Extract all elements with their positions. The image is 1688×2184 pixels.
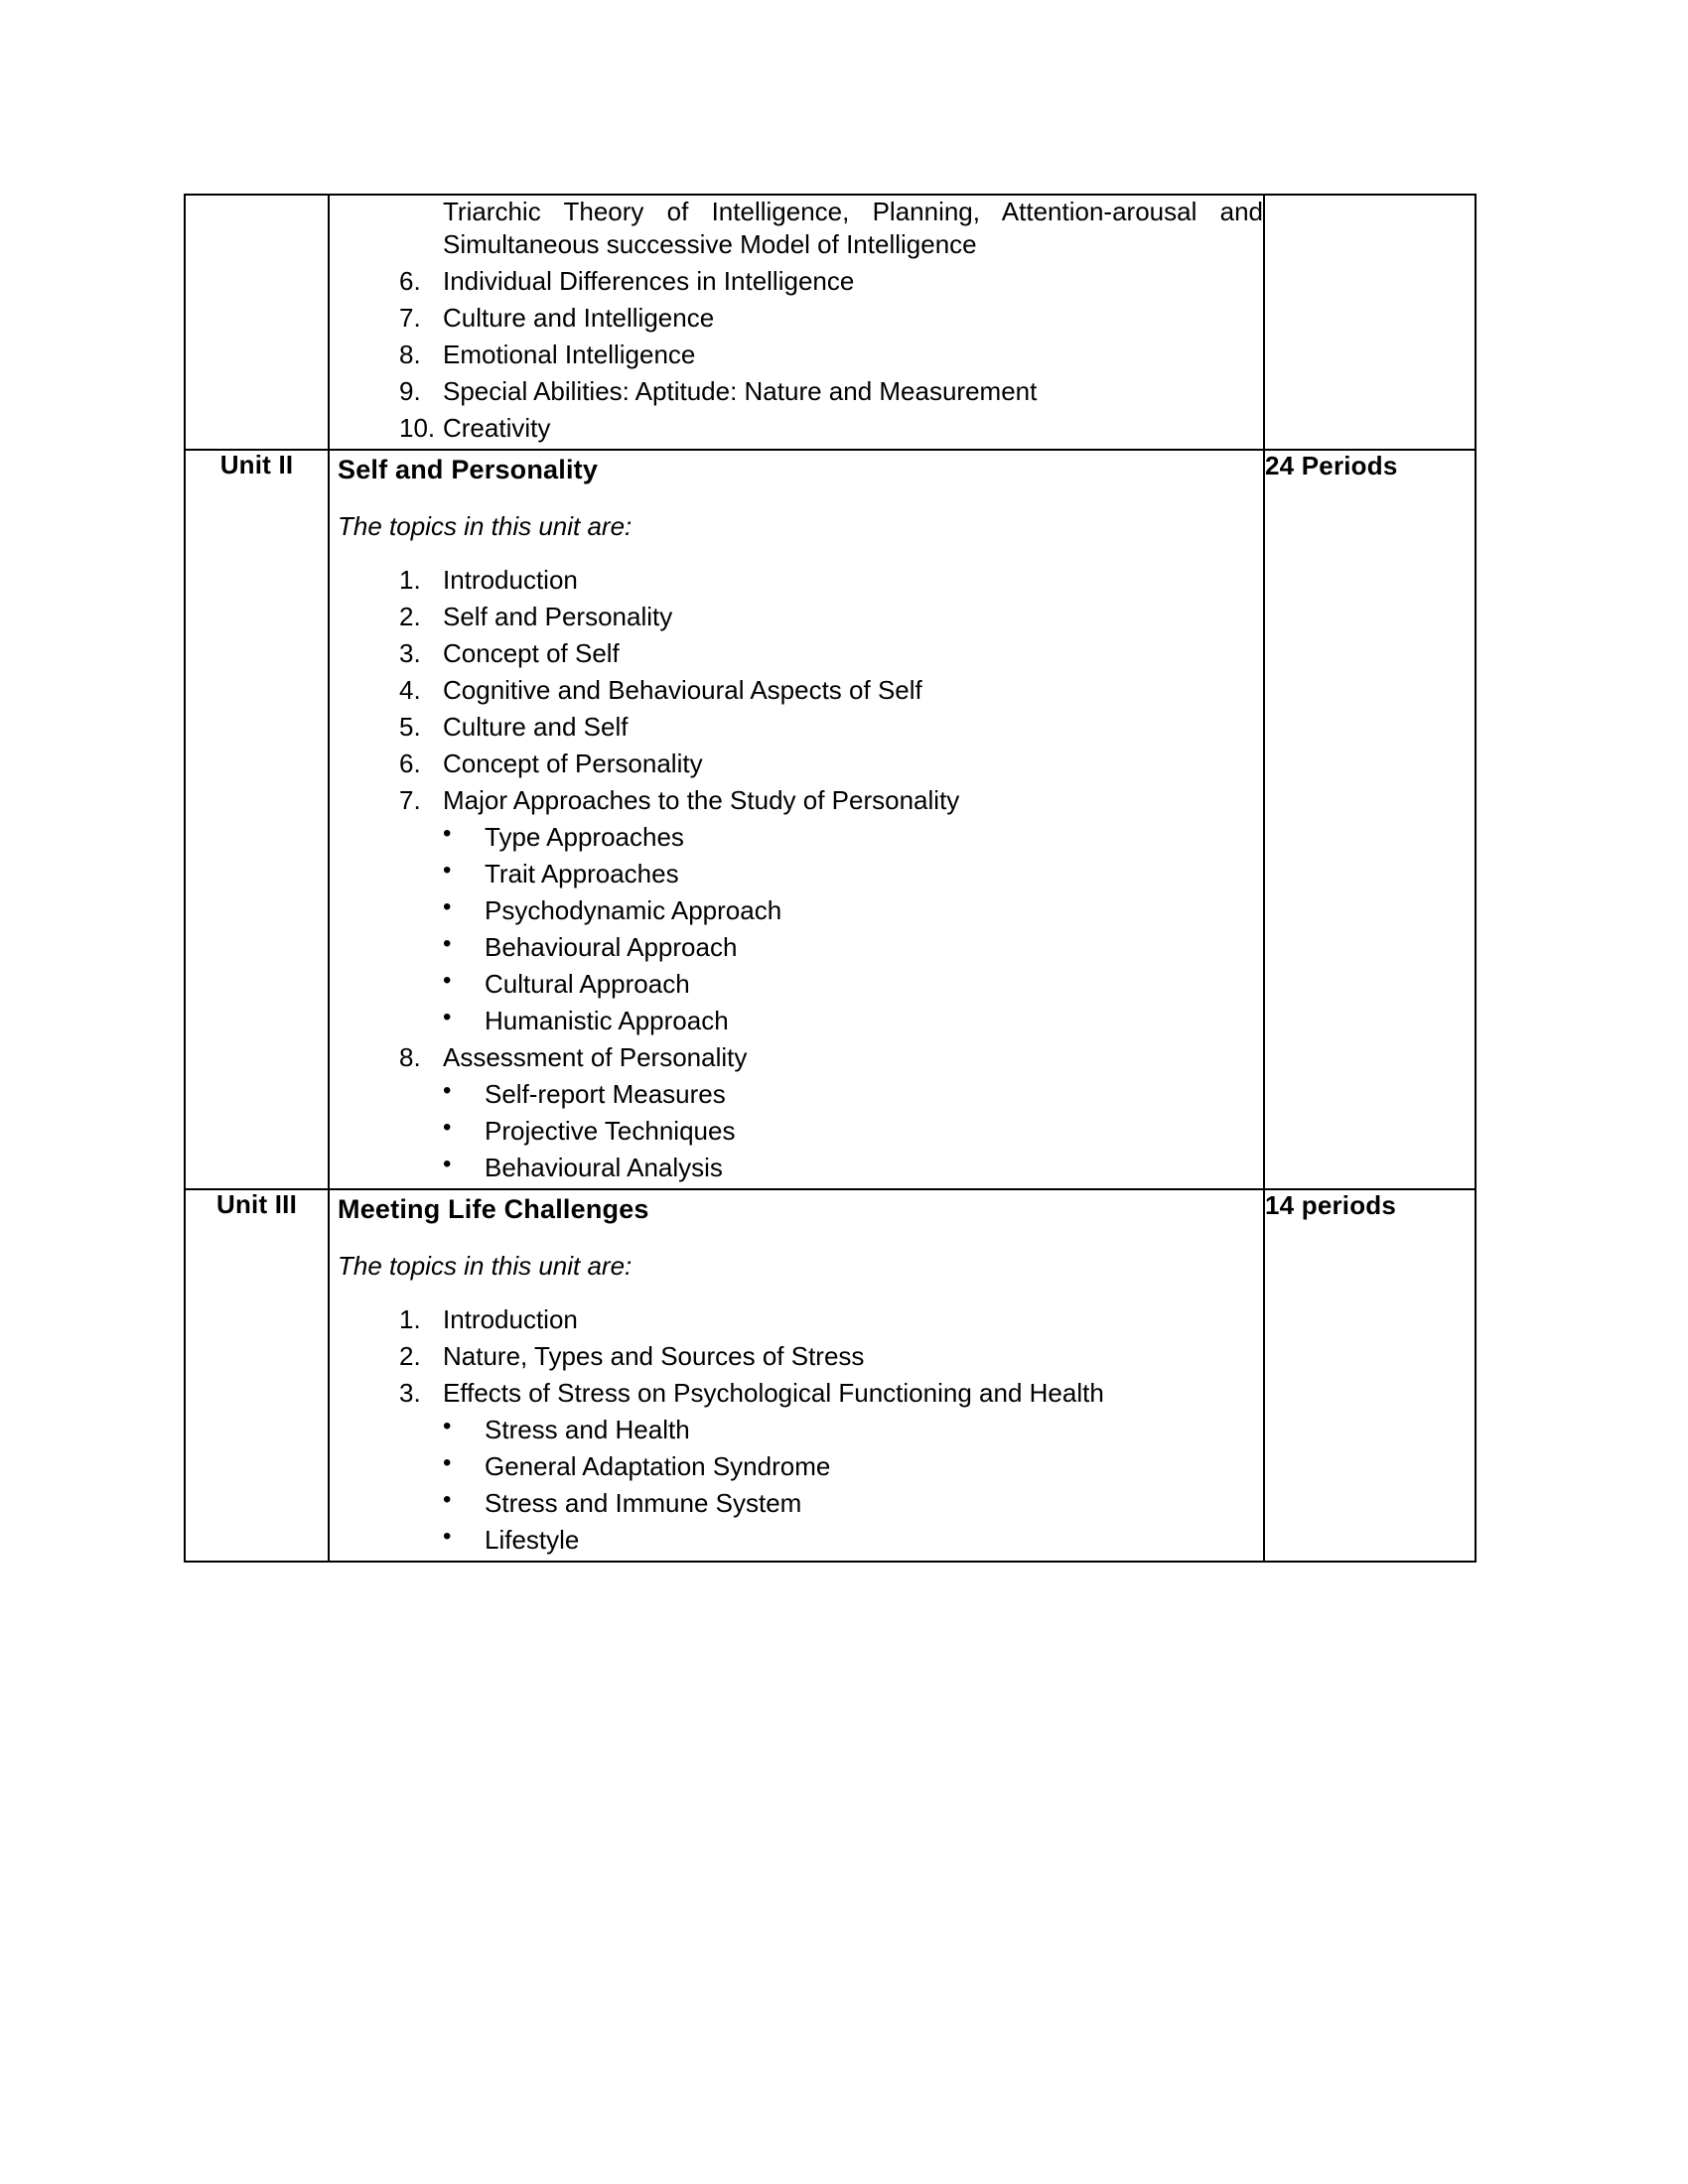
topic-number: 5. (399, 712, 421, 743)
subtopic-item (443, 1005, 1263, 1037)
topic-number: 7. (399, 303, 421, 334)
topic-item (399, 302, 1263, 335)
topic-item (399, 1041, 1263, 1074)
subtopic-item (443, 1078, 1263, 1111)
topic-item (399, 1340, 1263, 1373)
unit-cell (185, 1189, 329, 1562)
subtopic-list (399, 1078, 1263, 1184)
subtopic-label: General Adaptation Syndrome (485, 1451, 831, 1482)
periods-cell (1264, 450, 1476, 1189)
topic-label: Concept of Self (443, 638, 620, 669)
bullet-icon: • (443, 1523, 452, 1551)
subtopic-label: Behavioural Approach (485, 932, 738, 963)
subtopic-label: Stress and Immune System (485, 1488, 802, 1519)
topic-label: Effects of Stress on Psychological Functioning and Health (443, 1378, 1104, 1409)
topic-label: Nature, Types and Sources of Stress (443, 1341, 865, 1372)
subtopic-item (443, 931, 1263, 964)
subtopic-item (443, 1115, 1263, 1148)
unit-intro-text: The topics in this unit are: (338, 1251, 633, 1282)
bullet-icon: • (443, 1004, 452, 1031)
topic-number: 2. (399, 602, 421, 632)
unit-label: Unit II (219, 450, 294, 480)
subtopic-item (443, 1524, 1263, 1557)
periods-label: 14 periods (1265, 1190, 1397, 1221)
topic-item (399, 601, 1263, 633)
topics-cell (329, 195, 1264, 450)
topic-list (330, 1303, 1263, 1557)
topic-item (399, 711, 1263, 744)
periods-cell (1264, 195, 1476, 450)
unit-title: Self and Personality (338, 455, 599, 485)
subtopic-item (443, 1450, 1263, 1483)
subtopic-item (443, 894, 1263, 927)
subtopic-item (443, 968, 1263, 1001)
bullet-icon: • (443, 967, 452, 995)
topic-number: 6. (399, 749, 421, 779)
topic-number: 1. (399, 565, 421, 596)
unit-label: Unit III (215, 1189, 298, 1220)
table-row (185, 1189, 1476, 1562)
subtopic-label: Stress and Health (485, 1415, 690, 1445)
topic-item (399, 784, 1263, 817)
unit-cell (185, 450, 329, 1189)
subtopic-label: Psychodynamic Approach (485, 895, 782, 926)
bullet-icon: • (443, 1413, 452, 1440)
topic-list (330, 265, 1263, 445)
topic-number: 3. (399, 1378, 421, 1409)
topic-label: Self and Personality (443, 602, 673, 632)
topic-item (399, 412, 1263, 445)
topic-label: Concept of Personality (443, 749, 703, 779)
topics-cell (329, 1189, 1264, 1562)
table-row (185, 195, 1476, 450)
bullet-icon: • (443, 1486, 452, 1514)
topic-number: 8. (399, 340, 421, 370)
topic-number: 7. (399, 785, 421, 816)
table-row (185, 450, 1476, 1189)
bullet-icon: • (443, 1151, 452, 1178)
topic-item (399, 375, 1263, 408)
unit-cell (185, 195, 329, 450)
topic-label: Introduction (443, 565, 578, 596)
topic-label: Introduction (443, 1304, 578, 1335)
topic-number: 6. (399, 266, 421, 297)
bullet-icon: • (443, 820, 452, 848)
subtopic-item (443, 1487, 1263, 1520)
topic-number: 3. (399, 638, 421, 669)
topic-label: Culture and Self (443, 712, 629, 743)
bullet-icon: • (443, 893, 452, 921)
syllabus-table (184, 194, 1477, 1563)
topic-number: 1. (399, 1304, 421, 1335)
topic-label: Emotional Intelligence (443, 340, 696, 370)
periods-label: 24 Periods (1265, 451, 1398, 481)
syllabus-table-body (185, 195, 1476, 1562)
topic-label: Individual Differences in Intelligence (443, 266, 855, 297)
topic-item (399, 265, 1263, 298)
unit-title: Meeting Life Challenges (338, 1194, 649, 1225)
periods-cell (1264, 1189, 1476, 1562)
subtopic-label: Humanistic Approach (485, 1006, 729, 1036)
topic-item (399, 564, 1263, 597)
subtopic-list (399, 821, 1263, 1037)
topic-number: 2. (399, 1341, 421, 1372)
topic-label: Special Abilities: Aptitude: Nature and Measurement (443, 376, 1038, 407)
subtopic-item (443, 1414, 1263, 1446)
topic-number: 10. (399, 413, 436, 444)
subtopic-label: Trait Approaches (485, 859, 679, 889)
topic-number: 8. (399, 1042, 421, 1073)
bullet-icon: • (443, 1449, 452, 1477)
topic-item (399, 1303, 1263, 1336)
subtopic-label: Self-report Measures (485, 1079, 726, 1110)
topic-item (399, 674, 1263, 707)
subtopic-list (399, 1414, 1263, 1557)
topic-number: 9. (399, 376, 421, 407)
topic-number: 4. (399, 675, 421, 706)
topic-label: Culture and Intelligence (443, 303, 715, 334)
continuation-paragraph: Triarchic Theory of Intelligence, Planning, Attention-arousal and Simultaneous successive Model of Intelligence (443, 197, 1263, 260)
topics-cell (329, 450, 1264, 1189)
topic-label: Cognitive and Behavioural Aspects of Self (443, 675, 922, 706)
subtopic-item (443, 821, 1263, 854)
subtopic-item (443, 1152, 1263, 1184)
bullet-icon: • (443, 930, 452, 958)
subtopic-label: Projective Techniques (485, 1116, 736, 1147)
topic-label: Assessment of Personality (443, 1042, 748, 1073)
topic-label: Creativity (443, 413, 551, 444)
subtopic-label: Lifestyle (485, 1525, 580, 1556)
subtopic-label: Cultural Approach (485, 969, 690, 1000)
bullet-icon: • (443, 1114, 452, 1142)
topic-label: Major Approaches to the Study of Personality (443, 785, 960, 816)
bullet-icon: • (443, 1077, 452, 1105)
bullet-icon: • (443, 857, 452, 885)
topic-item (399, 339, 1263, 371)
subtopic-label: Type Approaches (485, 822, 684, 853)
subtopic-item (443, 858, 1263, 890)
topic-list (330, 564, 1263, 1184)
topic-item (399, 637, 1263, 670)
topic-item (399, 1377, 1263, 1410)
subtopic-label: Behavioural Analysis (485, 1153, 723, 1183)
unit-intro-text: The topics in this unit are: (338, 511, 633, 542)
topic-item (399, 748, 1263, 780)
